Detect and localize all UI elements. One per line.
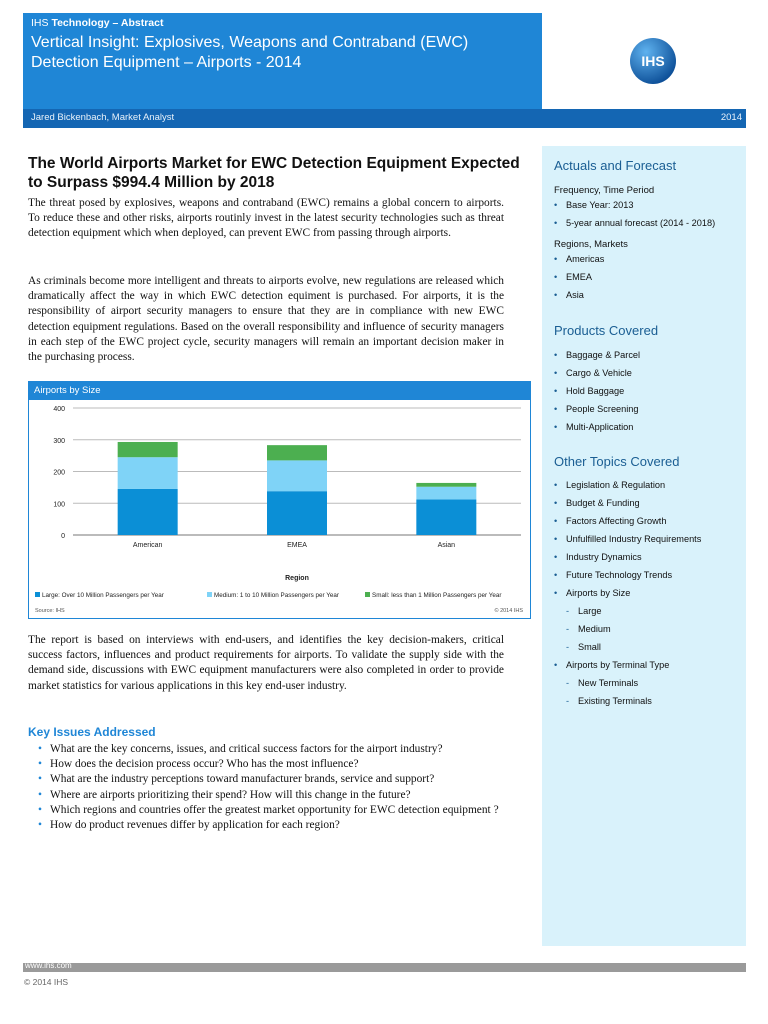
sidebar-list-item bbox=[554, 286, 604, 304]
sidebar-list-item bbox=[554, 638, 701, 656]
sidebar-item-label: Hold Baggage bbox=[566, 386, 625, 396]
x-tick-label: EMEA bbox=[287, 542, 307, 549]
chart-title: Airports by Size bbox=[34, 385, 101, 396]
legend-swatch bbox=[365, 592, 370, 597]
chart-copyright: © 2014 IHS bbox=[494, 608, 523, 614]
key-issue-item bbox=[28, 757, 508, 772]
y-tick-label: 0 bbox=[61, 533, 65, 540]
year-bar bbox=[542, 109, 746, 128]
dash-icon: - bbox=[566, 696, 570, 706]
regulation-paragraph: As criminals become more intelligent and threats to airports evolve, new regulations are released which dramatically affect the way in which EWC detection equiment is purchased. For airports, it is the responsibility of airport security managers to ensure that they are in compliance with new EWC detection equipment regulations. Based on the overall responsibility and influence of security managers in each step of the EWC project cycle, security managers will remain an important decision maker in the purchasing process. bbox=[28, 275, 504, 364]
sidebar-item-label: Airports by Terminal Type bbox=[566, 660, 670, 670]
y-tick-label: 100 bbox=[53, 501, 65, 509]
key-issue-text: How does the decision process occur? Who has the most influence? bbox=[50, 758, 359, 771]
sidebar-list-item bbox=[554, 548, 701, 566]
sidebar-item-label: Multi-Application bbox=[566, 422, 634, 432]
dash-icon: - bbox=[566, 678, 570, 688]
report-title-line2: Detection Equipment – Airports - 2014 bbox=[31, 54, 302, 71]
legend-label: Large: Over 10 Million Passengers per Year bbox=[42, 592, 164, 599]
sidebar-item-label: Large bbox=[578, 606, 602, 616]
sidebar-list-item bbox=[554, 346, 640, 364]
report-tag bbox=[31, 17, 163, 29]
x-axis-label: Region bbox=[285, 575, 309, 582]
bullet-icon: • bbox=[554, 350, 558, 360]
header-banner bbox=[23, 13, 542, 128]
bullet-icon: • bbox=[554, 660, 558, 670]
frequency-list bbox=[554, 196, 715, 232]
tag-brand: IHS bbox=[31, 17, 49, 29]
y-tick-label: 400 bbox=[53, 406, 65, 413]
bar-segment bbox=[267, 445, 327, 460]
sidebar-item-label: Industry Dynamics bbox=[566, 552, 642, 562]
sidebar-list-item bbox=[554, 382, 640, 400]
footer-bar bbox=[23, 963, 746, 972]
intro-paragraph: The threat posed by explosives, weapons and contraband (EWC) remains a global concern to airports. To reduce these and other risks, airports routinly invest in the latest security technologies such as threat detection equipment which when deployed, can prevent EWC from passing through airports. bbox=[28, 197, 504, 240]
tag-text: Technology – Abstract bbox=[51, 17, 164, 29]
sidebar bbox=[542, 146, 746, 946]
bullet-icon: • bbox=[38, 758, 42, 771]
bullet-icon: • bbox=[554, 200, 558, 210]
key-issues-heading: Key Issues Addressed bbox=[28, 725, 156, 739]
actuals-heading: Actuals and Forecast bbox=[554, 158, 677, 173]
sidebar-item-label: Base Year: 2013 bbox=[566, 200, 634, 210]
sidebar-list-item bbox=[554, 692, 701, 710]
bullet-icon: • bbox=[554, 368, 558, 378]
sidebar-item-label: Baggage & Parcel bbox=[566, 350, 641, 360]
sidebar-item-label: 5-year annual forecast (2014 - 2018) bbox=[566, 218, 716, 228]
bar-segment bbox=[118, 457, 178, 489]
airports-by-size-chart bbox=[28, 381, 531, 619]
key-issues-list bbox=[28, 742, 508, 833]
bar-segment bbox=[416, 483, 476, 487]
key-issue-item bbox=[28, 818, 508, 833]
bar-segment bbox=[267, 460, 327, 491]
regions-label: Regions, Markets bbox=[554, 239, 628, 250]
bullet-icon: • bbox=[38, 803, 42, 816]
legend-label: Medium: 1 to 10 Million Passengers per Year bbox=[214, 592, 339, 599]
key-issue-text: What are the industry perceptions toward manufacturer brands, service and support? bbox=[50, 773, 435, 786]
sidebar-item-label: Asia bbox=[566, 290, 584, 300]
bullet-icon: • bbox=[554, 588, 558, 598]
bullet-icon: • bbox=[554, 290, 558, 300]
ihs-logo bbox=[629, 37, 677, 85]
sidebar-list-item bbox=[554, 250, 604, 268]
sidebar-item-label: Factors Affecting Growth bbox=[566, 516, 667, 526]
bar-segment bbox=[267, 491, 327, 535]
key-issue-item bbox=[28, 772, 508, 787]
sidebar-item-label: Cargo & Vehicle bbox=[566, 368, 632, 378]
sidebar-list-item bbox=[554, 656, 701, 674]
legend-swatch bbox=[207, 592, 212, 597]
report-title bbox=[31, 33, 536, 73]
products-heading: Products Covered bbox=[554, 323, 659, 338]
bullet-icon: • bbox=[38, 773, 42, 786]
key-issue-item bbox=[28, 788, 508, 803]
bullet-icon: • bbox=[554, 516, 558, 526]
dash-icon: - bbox=[566, 606, 570, 616]
bullet-icon: • bbox=[554, 534, 558, 544]
key-issue-text: What are the key concerns, issues, and critical success factors for the airport industry? bbox=[50, 743, 443, 755]
legend-label: Small: less than 1 Million Passengers per Year bbox=[372, 592, 502, 599]
sidebar-list-item bbox=[554, 476, 701, 494]
bar-segment bbox=[416, 499, 476, 535]
key-issue-text: Which regions and countries offer the greatest market opportunity for EWC detection equipment ? bbox=[50, 803, 499, 816]
sidebar-list-item bbox=[554, 418, 640, 436]
sidebar-item-label: EMEA bbox=[566, 272, 593, 282]
sidebar-list-item bbox=[554, 494, 701, 512]
headline: The World Airports Market for EWC Detection Equipment Expected to Surpass $994.4 Million by 2018 bbox=[28, 155, 520, 191]
sidebar-list-item bbox=[554, 268, 604, 286]
chart-source: Source: IHS bbox=[35, 608, 65, 614]
methodology-paragraph: The report is based on interviews with end-users, and identifies the key decision-makers, critical success factors, influences and product requirements for airports. To validate the supply side with the demand side, discussions with EWC equipment manufacturers were also completed in order to provide market statistics for various applications in this key end-user industry. bbox=[28, 634, 504, 692]
legend-swatch bbox=[35, 592, 40, 597]
sidebar-list-item bbox=[554, 602, 701, 620]
bullet-icon: • bbox=[554, 254, 558, 264]
bullet-icon: • bbox=[554, 552, 558, 562]
bullet-icon: • bbox=[38, 788, 42, 801]
svg-text:IHS: IHS bbox=[641, 53, 665, 69]
key-issue-text: Where are airports prioritizing their spend? How will this change in the future? bbox=[50, 788, 411, 801]
bullet-icon: • bbox=[554, 570, 558, 580]
footer-url[interactable]: www.ihs.com bbox=[25, 961, 72, 970]
x-tick-label: Asian bbox=[437, 542, 456, 549]
sidebar-item-label: Existing Terminals bbox=[578, 696, 652, 706]
regions-list bbox=[554, 250, 604, 304]
sidebar-item-label: Small bbox=[578, 642, 601, 652]
sidebar-list-item bbox=[554, 566, 701, 584]
report-title-line1: Vertical Insight: Explosives, Weapons and Contraband (EWC) bbox=[31, 34, 469, 51]
sidebar-list-item bbox=[554, 214, 715, 232]
author-name: Jared Bickenbach, Market Analyst bbox=[31, 112, 175, 123]
y-tick-label: 300 bbox=[53, 437, 65, 445]
x-tick-label: American bbox=[132, 542, 163, 549]
dash-icon: - bbox=[566, 624, 570, 634]
key-issue-item bbox=[28, 803, 508, 818]
author-bar bbox=[23, 109, 542, 128]
topics-list bbox=[554, 476, 701, 710]
bullet-icon: • bbox=[554, 404, 558, 414]
key-issue-item bbox=[28, 742, 508, 757]
sidebar-item-label: Americas bbox=[566, 254, 605, 264]
bar-segment bbox=[118, 442, 178, 457]
bar-segment bbox=[416, 487, 476, 500]
sidebar-item-label: People Screening bbox=[566, 404, 639, 414]
sidebar-list-item bbox=[554, 530, 701, 548]
sidebar-list-item bbox=[554, 674, 701, 692]
products-list bbox=[554, 346, 640, 436]
footer-copyright: © 2014 IHS bbox=[24, 977, 69, 987]
sidebar-item-label: Budget & Funding bbox=[566, 498, 640, 508]
sidebar-list-item bbox=[554, 620, 701, 638]
sidebar-item-label: Unfulfilled Industry Requirements bbox=[566, 534, 702, 544]
sidebar-item-label: Airports by Size bbox=[566, 588, 631, 598]
sidebar-list-item bbox=[554, 196, 715, 214]
chart-title-bar bbox=[29, 382, 530, 400]
bullet-icon: • bbox=[554, 422, 558, 432]
sidebar-list-item bbox=[554, 364, 640, 382]
sidebar-item-label: New Terminals bbox=[578, 678, 639, 688]
logo-area bbox=[542, 13, 746, 109]
bullet-icon: • bbox=[554, 480, 558, 490]
chart-canvas bbox=[29, 400, 530, 618]
bar-segment bbox=[118, 489, 178, 535]
report-year: 2014 bbox=[720, 112, 742, 123]
sidebar-item-label: Future Technology Trends bbox=[566, 570, 673, 580]
frequency-label: Frequency, Time Period bbox=[554, 185, 655, 196]
sidebar-list-item bbox=[554, 584, 701, 602]
dash-icon: - bbox=[566, 642, 570, 652]
sidebar-list-item bbox=[554, 512, 701, 530]
y-tick-label: 200 bbox=[53, 469, 65, 477]
sidebar-list-item bbox=[554, 400, 640, 418]
bullet-icon: • bbox=[554, 272, 558, 282]
bullet-icon: • bbox=[38, 819, 42, 832]
sidebar-item-label: Medium bbox=[578, 624, 611, 634]
bullet-icon: • bbox=[554, 386, 558, 396]
key-issue-text: How do product revenues differ by application for each region? bbox=[50, 819, 340, 832]
bullet-icon: • bbox=[38, 743, 42, 755]
bullet-icon: • bbox=[554, 498, 558, 508]
sidebar-item-label: Legislation & Regulation bbox=[566, 480, 666, 490]
topics-heading: Other Topics Covered bbox=[554, 454, 680, 469]
bullet-icon: • bbox=[554, 218, 558, 228]
